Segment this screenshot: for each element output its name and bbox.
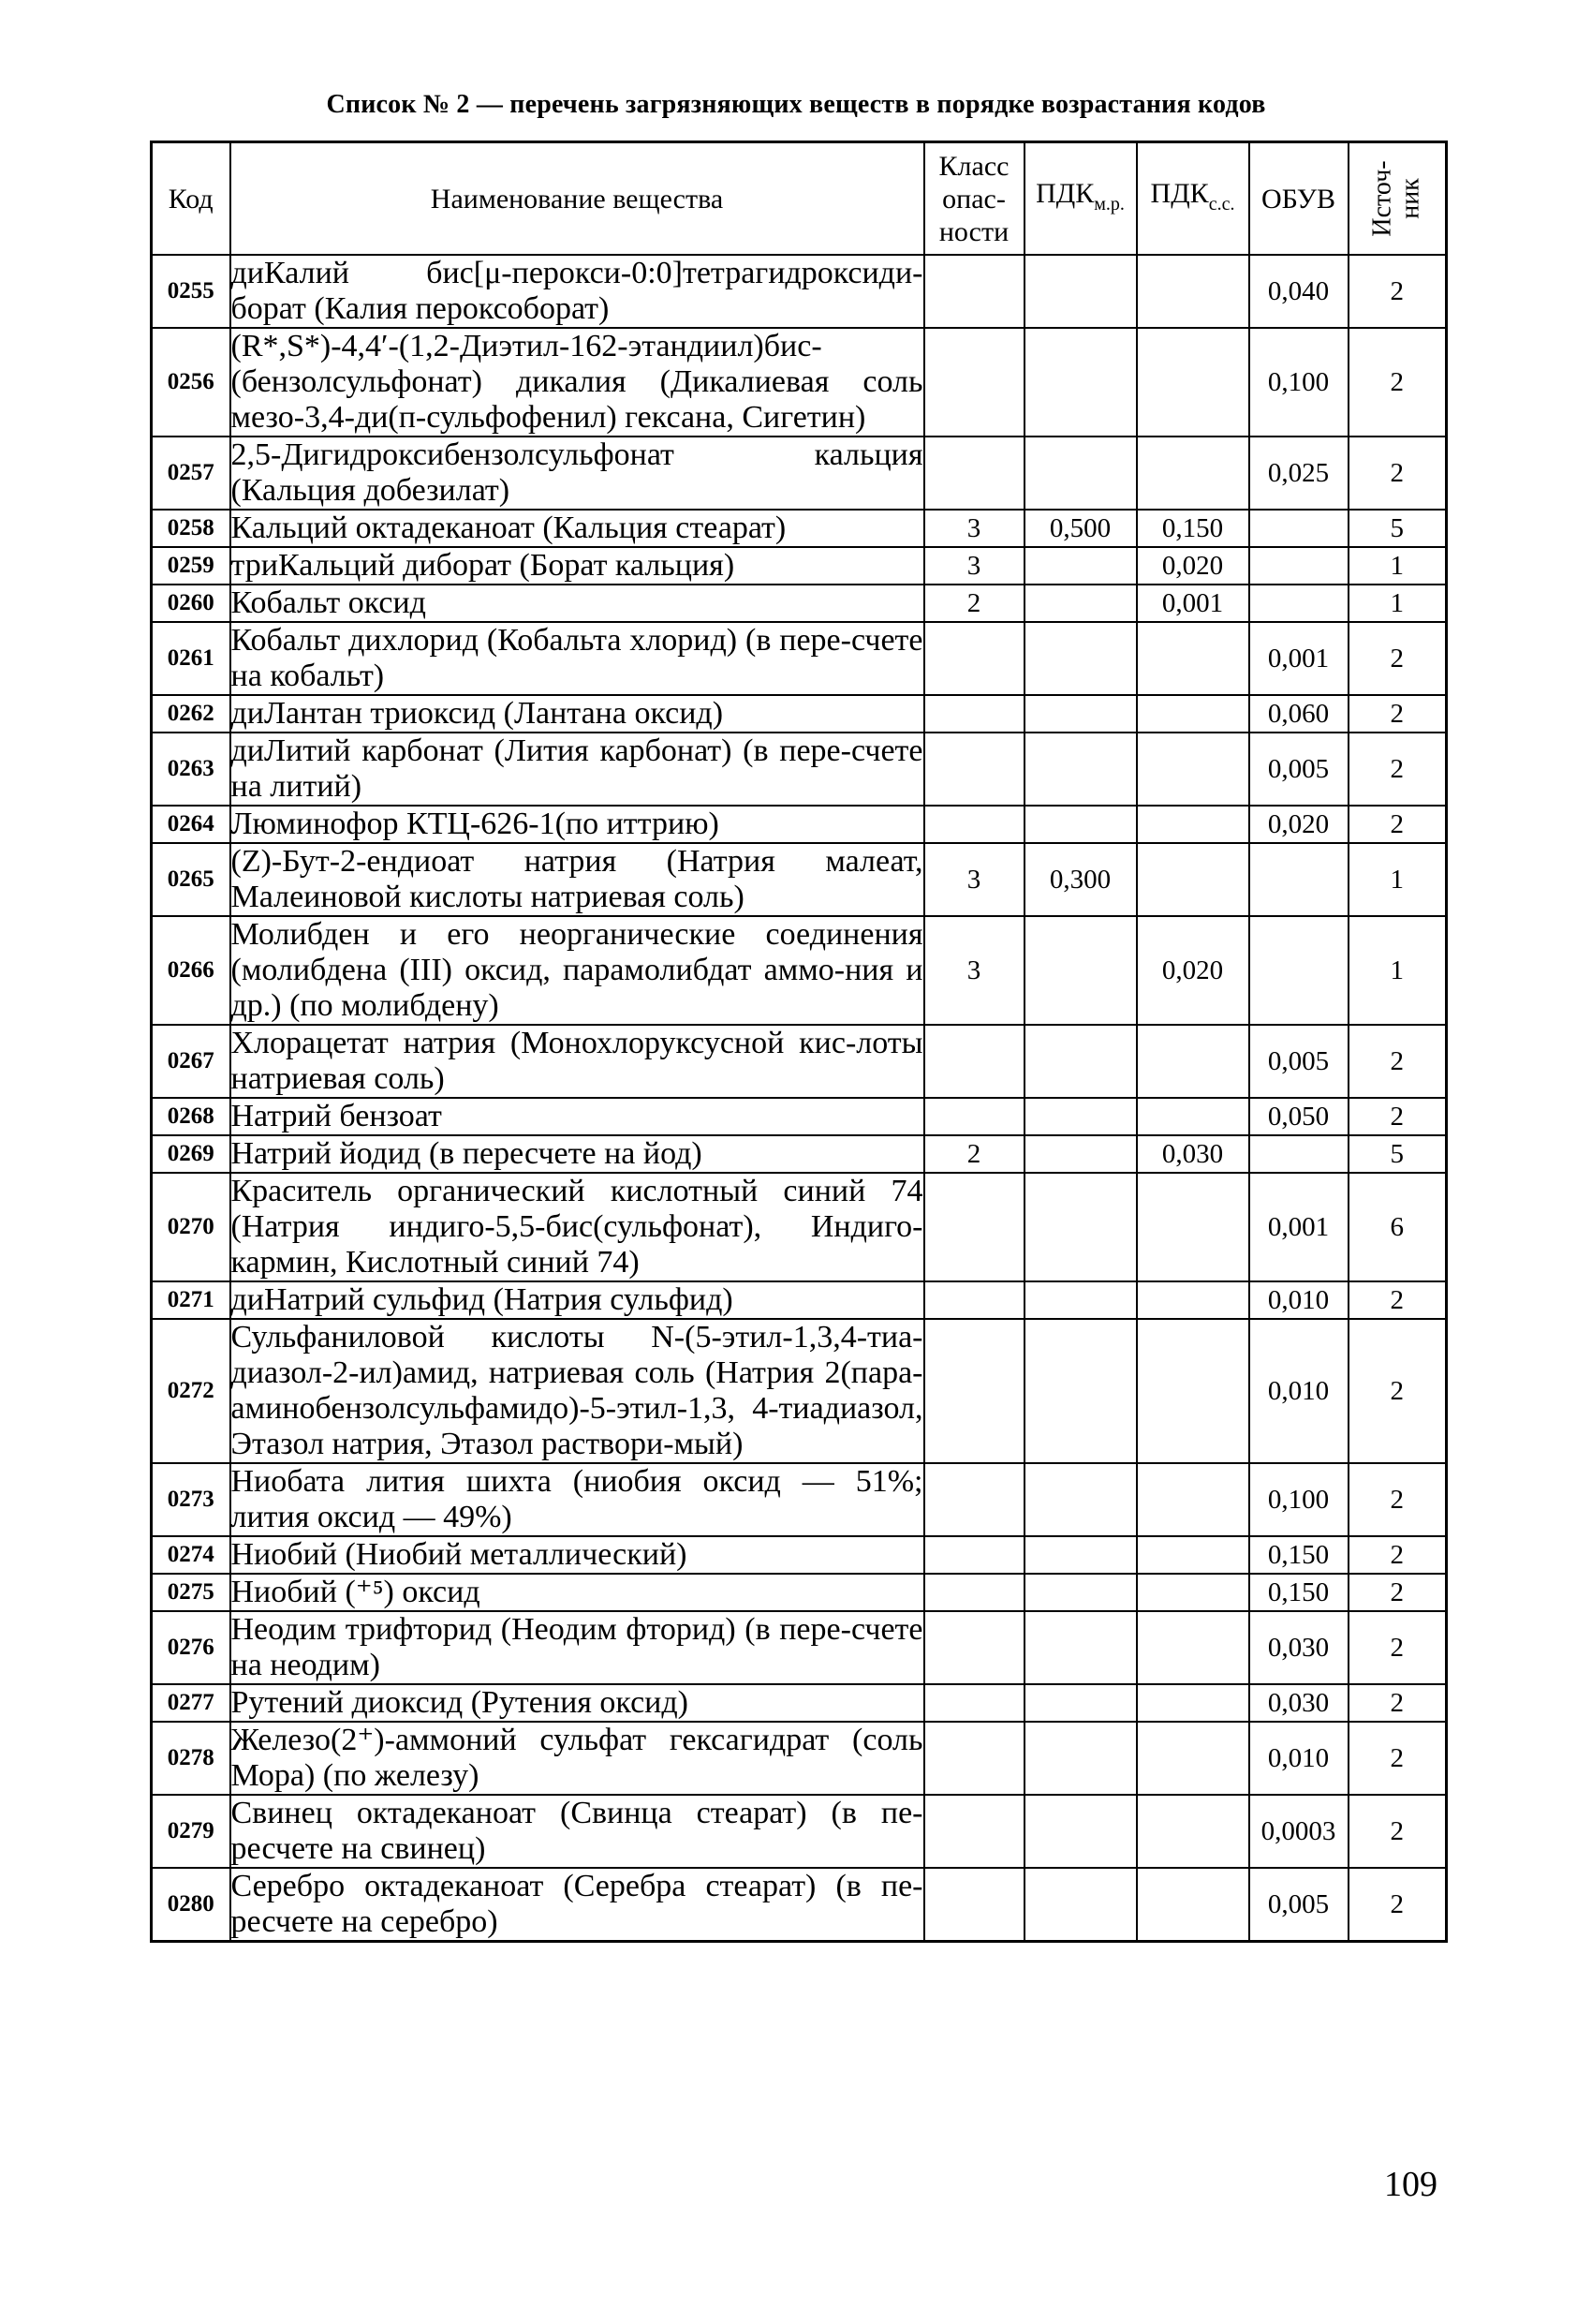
cell-pdk-mr [1024,1574,1137,1611]
cell-code: 0274 [152,1536,230,1574]
cell-pdk-mr [1024,622,1137,695]
cell-pdk-mr [1024,547,1137,585]
cell-pdk-mr: 0,500 [1024,510,1137,547]
cell-code: 0280 [152,1868,230,1942]
cell-name: Ниобата лития шихта (ниобия оксид — 51%; лития оксид — 49%) [230,1464,923,1534]
cell-source: 2 [1349,1868,1447,1942]
cell-source: 2 [1349,806,1447,843]
cell-code: 0270 [152,1173,230,1281]
cell-obuv [1249,510,1349,547]
cell-hazard-class [924,437,1024,510]
cell-pdk-mr [1024,733,1137,806]
cell-obuv: 0,100 [1249,328,1349,437]
cell-obuv: 0,001 [1249,622,1349,695]
cell-pdk-mr [1024,1173,1137,1281]
table-row [152,1098,1447,1135]
cell-pdk-ss [1137,1536,1249,1574]
cell-code: 0258 [152,510,230,547]
cell-hazard-class [924,733,1024,806]
cell-pdk-mr [1024,328,1137,437]
header-pdk-ss [1137,142,1249,256]
table-row [152,733,1447,806]
cell-name: Неодим трифторид (Неодим фторид) (в пере-счете на неодим) [230,1612,923,1682]
cell-obuv: 0,030 [1249,1684,1349,1722]
cell-hazard-class [924,1868,1024,1942]
cell-obuv: 0,005 [1249,733,1349,806]
page-number: 109 [1384,2165,1437,2204]
cell-pdk-ss: 0,150 [1137,510,1249,547]
cell-pdk-mr [1024,585,1137,622]
cell-pdk-ss: 0,020 [1137,916,1249,1025]
cell-source: 5 [1349,510,1447,547]
cell-pdk-ss [1137,1463,1249,1536]
cell-obuv: 0,010 [1249,1319,1349,1463]
header-row [152,142,1447,256]
cell-pdk-ss [1137,255,1249,328]
cell-pdk-ss [1137,806,1249,843]
cell-obuv: 0,030 [1249,1611,1349,1684]
cell-code: 0277 [152,1684,230,1722]
cell-name: Натрий бензоат [230,1098,924,1135]
cell-name: диНатрий сульфид (Натрия сульфид) [230,1281,924,1319]
cell-pdk-mr [1024,1281,1137,1319]
header-obuv: ОБУВ [1249,142,1349,256]
cell-pdk-mr [1024,1611,1137,1684]
cell-name: Краситель органический кислотный синий 74 (Натрия индиго-5,5-бис(сульфонат), Индиго-кармин, Кислотный синий 74) [230,1174,923,1280]
cell-obuv: 0,060 [1249,695,1349,733]
cell-pdk-ss [1137,695,1249,733]
table-row [152,547,1447,585]
cell-hazard-class: 2 [924,1135,1024,1173]
cell-code: 0273 [152,1463,230,1536]
cell-pdk-mr [1024,1722,1137,1795]
cell-name: диЛитий карбонат (Лития карбонат) (в пере-счете на литий) [230,733,923,804]
cell-pdk-ss [1137,1173,1249,1281]
cell-obuv [1249,843,1349,916]
table-row [152,1281,1447,1319]
cell-hazard-class [924,1025,1024,1098]
cell-name: триКальций диборат (Борат кальция) [230,547,924,585]
cell-pdk-ss [1137,1574,1249,1611]
cell-name: диЛантан триоксид (Лантана оксид) [230,695,924,733]
cell-source: 2 [1349,622,1447,695]
cell-pdk-mr [1024,1135,1137,1173]
cell-obuv [1249,916,1349,1025]
cell-code: 0267 [152,1025,230,1098]
cell-name: (R*,S*)-4,4′-(1,2-Диэтил-162-этандиил)бис-(бензолсульфонат) дикалия (Дикалиевая соль мезо-3,4-ди(п-сульфофенил) гексана, Сигетин) [230,329,923,435]
cell-code: 0272 [152,1319,230,1463]
cell-name: Хлорацетат натрия (Монохлоруксусной кис-лоты натриевая соль) [230,1026,923,1096]
cell-name: Ниобий (Ниобий металлический) [230,1536,924,1574]
cell-hazard-class [924,806,1024,843]
cell-obuv: 0,010 [1249,1281,1349,1319]
cell-obuv: 0,025 [1249,437,1349,510]
cell-name: Кобальт оксид [230,585,924,622]
cell-hazard-class [924,1173,1024,1281]
cell-hazard-class: 3 [924,510,1024,547]
cell-code: 0264 [152,806,230,843]
cell-obuv: 0,001 [1249,1173,1349,1281]
cell-pdk-mr [1024,806,1137,843]
cell-obuv [1249,585,1349,622]
cell-name: Серебро октадеканоат (Серебра стеарат) (в пе-ресчете на серебро) [230,1868,924,1942]
table-row [152,1135,1447,1173]
header-hazard-class-label: Класс опас- ности [938,150,1010,247]
cell-hazard-class [924,1536,1024,1574]
cell-obuv: 0,0003 [1249,1795,1349,1868]
table-row [152,255,1447,328]
cell-name: Молибден и его неорганические соединения (молибдена (III) оксид, парамолибдат аммо-ния и др.) (по молибдену) [230,917,923,1023]
table-row [152,1722,1447,1795]
cell-code: 0279 [152,1795,230,1868]
table-row [152,1025,1447,1098]
table-row [152,622,1447,695]
cell-hazard-class: 2 [924,585,1024,622]
cell-code: 0262 [152,695,230,733]
table-row [152,916,1447,1025]
table-row [152,1868,1447,1942]
table-row [152,328,1447,437]
table-row [152,437,1447,510]
cell-pdk-mr [1024,916,1137,1025]
cell-source: 2 [1349,1281,1447,1319]
cell-source: 2 [1349,1319,1447,1463]
cell-pdk-mr [1024,1025,1137,1098]
table-row [152,1684,1447,1722]
cell-code: 0271 [152,1281,230,1319]
cell-source: 2 [1349,733,1447,806]
cell-code: 0269 [152,1135,230,1173]
table-row [152,1319,1447,1463]
cell-pdk-mr [1024,437,1137,510]
cell-pdk-mr [1024,1868,1137,1942]
cell-pdk-mr [1024,1463,1137,1536]
cell-pdk-ss: 0,020 [1137,547,1249,585]
cell-obuv: 0,100 [1249,1463,1349,1536]
table-body [152,255,1447,1942]
table-row [152,1795,1447,1868]
cell-pdk-mr [1024,1684,1137,1722]
table-row [152,1463,1447,1536]
cell-source: 2 [1349,1098,1447,1135]
header-pdk-mr-label: ПДК [1036,177,1095,209]
cell-code: 0261 [152,622,230,695]
cell-name: Люминофор КТЦ-626-1(по иттрию) [230,806,924,843]
cell-name: (Z)-Бут-2-ендиоат натрия (Натрия малеат, Малеиновой кислоты натриевая соль) [230,844,923,914]
cell-pdk-ss: 0,001 [1137,585,1249,622]
table-row [152,1536,1447,1574]
cell-code: 0266 [152,916,230,1025]
cell-hazard-class [924,1722,1024,1795]
cell-source: 2 [1349,1536,1447,1574]
cell-hazard-class [924,622,1024,695]
cell-name: Сульфаниловой кислоты N-(5-этил-1,3,4-тиа-диазол-2-ил)амид, натриевая соль (Натрия 2(пара-аминобензолсульфамидо)-5-этил-1,3, 4-тиадиазол, Этазол натрия, Этазол раствори-мый) [230,1320,923,1461]
table-row [152,585,1447,622]
cell-hazard-class [924,328,1024,437]
cell-obuv: 0,150 [1249,1574,1349,1611]
cell-pdk-ss [1137,733,1249,806]
cell-pdk-ss: 0,030 [1137,1135,1249,1173]
cell-pdk-ss [1137,1795,1249,1868]
table-row [152,806,1447,843]
table-row [152,843,1447,916]
cell-hazard-class [924,1611,1024,1684]
table-row [152,510,1447,547]
header-hazard-class [924,142,1024,256]
cell-pdk-mr [1024,1319,1137,1463]
cell-hazard-class: 3 [924,916,1024,1025]
cell-source: 2 [1349,1684,1447,1722]
cell-name: Железо(2⁺)-аммоний сульфат гексагидрат (соль Мора) (по железу) [230,1723,923,1793]
cell-obuv: 0,005 [1249,1025,1349,1098]
cell-source: 1 [1349,916,1447,1025]
cell-pdk-ss [1137,1611,1249,1684]
cell-source: 1 [1349,843,1447,916]
cell-code: 0275 [152,1574,230,1611]
cell-hazard-class [924,1319,1024,1463]
cell-name: Натрий йодид (в пересчете на йод) [230,1135,924,1173]
cell-pdk-ss [1137,1684,1249,1722]
cell-hazard-class [924,695,1024,733]
cell-hazard-class [924,1574,1024,1611]
header-pdk-ss-subscript: с.с. [1208,193,1235,215]
cell-pdk-ss [1137,1868,1249,1942]
cell-source: 2 [1349,1722,1447,1795]
cell-source: 2 [1349,1025,1447,1098]
cell-pdk-mr [1024,1795,1137,1868]
cell-source: 2 [1349,1611,1447,1684]
cell-code: 0263 [152,733,230,806]
cell-pdk-ss [1137,843,1249,916]
header-pdk-mr-subscript: м.р. [1094,193,1125,215]
cell-hazard-class [924,255,1024,328]
cell-hazard-class [924,1098,1024,1135]
cell-obuv: 0,020 [1249,806,1349,843]
page-title: Список № 2 — перечень загрязняющих веществ в порядке возрастания кодов [326,90,1266,119]
header-source-label: Источ- ник [1367,159,1425,237]
cell-hazard-class: 3 [924,547,1024,585]
cell-name: Ниобий (⁺⁵) оксид [230,1574,924,1611]
cell-source: 2 [1349,695,1447,733]
cell-source: 2 [1349,328,1447,437]
cell-code: 0256 [152,328,230,437]
table-row [152,1173,1447,1281]
cell-name: Кальций октадеканоат (Кальция стеарат) [230,510,924,547]
cell-source: 5 [1349,1135,1447,1173]
cell-name: диКалий бис[μ-перокси-0:0]тетрагидроксиди-борат (Калия пероксоборат) [230,256,923,326]
header-pdk-mr [1024,142,1137,256]
cell-obuv [1249,1135,1349,1173]
cell-source: 1 [1349,547,1447,585]
cell-source: 1 [1349,585,1447,622]
cell-code: 0260 [152,585,230,622]
cell-pdk-ss [1137,622,1249,695]
cell-pdk-ss [1137,1319,1249,1463]
cell-name: 2,5-Дигидроксибензолсульфонат кальция (Кальция добезилат) [230,437,923,508]
table-row [152,1611,1447,1684]
cell-code: 0255 [152,255,230,328]
cell-name: Рутений диоксид (Рутения оксид) [230,1684,924,1722]
cell-source: 2 [1349,1463,1447,1536]
cell-obuv: 0,005 [1249,1868,1349,1942]
cell-code: 0278 [152,1722,230,1795]
cell-pdk-mr [1024,1098,1137,1135]
table-row [152,695,1447,733]
cell-source: 2 [1349,437,1447,510]
cell-hazard-class [924,1795,1024,1868]
cell-pdk-ss [1137,328,1249,437]
cell-code: 0265 [152,843,230,916]
cell-pdk-ss [1137,1281,1249,1319]
cell-source: 6 [1349,1173,1447,1281]
cell-source: 2 [1349,255,1447,328]
cell-obuv: 0,040 [1249,255,1349,328]
header-source [1349,142,1447,256]
header-pdk-ss-label: ПДК [1150,177,1209,209]
cell-hazard-class [924,1281,1024,1319]
cell-pdk-mr: 0,300 [1024,843,1137,916]
cell-code: 0268 [152,1098,230,1135]
cell-pdk-mr [1024,695,1137,733]
cell-source: 2 [1349,1795,1447,1868]
cell-code: 0257 [152,437,230,510]
substances-table [150,141,1448,1943]
cell-obuv: 0,050 [1249,1098,1349,1135]
cell-obuv: 0,150 [1249,1536,1349,1574]
cell-hazard-class [924,1463,1024,1536]
cell-hazard-class [924,1684,1024,1722]
cell-code: 0259 [152,547,230,585]
cell-code: 0276 [152,1611,230,1684]
cell-name: Свинец октадеканоат (Свинца стеарат) (в пе-ресчете на свинец) [230,1796,923,1866]
cell-pdk-mr [1024,255,1137,328]
cell-pdk-ss [1137,437,1249,510]
header-name: Наименование вещества [230,142,924,256]
cell-obuv: 0,010 [1249,1722,1349,1795]
header-code: Код [152,142,230,256]
cell-name: Кобальт дихлорид (Кобальта хлорид) (в пере-счете на кобальт) [230,623,923,693]
table-row [152,1574,1447,1611]
cell-pdk-ss [1137,1025,1249,1098]
cell-hazard-class: 3 [924,843,1024,916]
cell-pdk-ss [1137,1722,1249,1795]
cell-pdk-ss [1137,1098,1249,1135]
cell-source: 2 [1349,1574,1447,1611]
cell-pdk-mr [1024,1536,1137,1574]
cell-obuv [1249,547,1349,585]
